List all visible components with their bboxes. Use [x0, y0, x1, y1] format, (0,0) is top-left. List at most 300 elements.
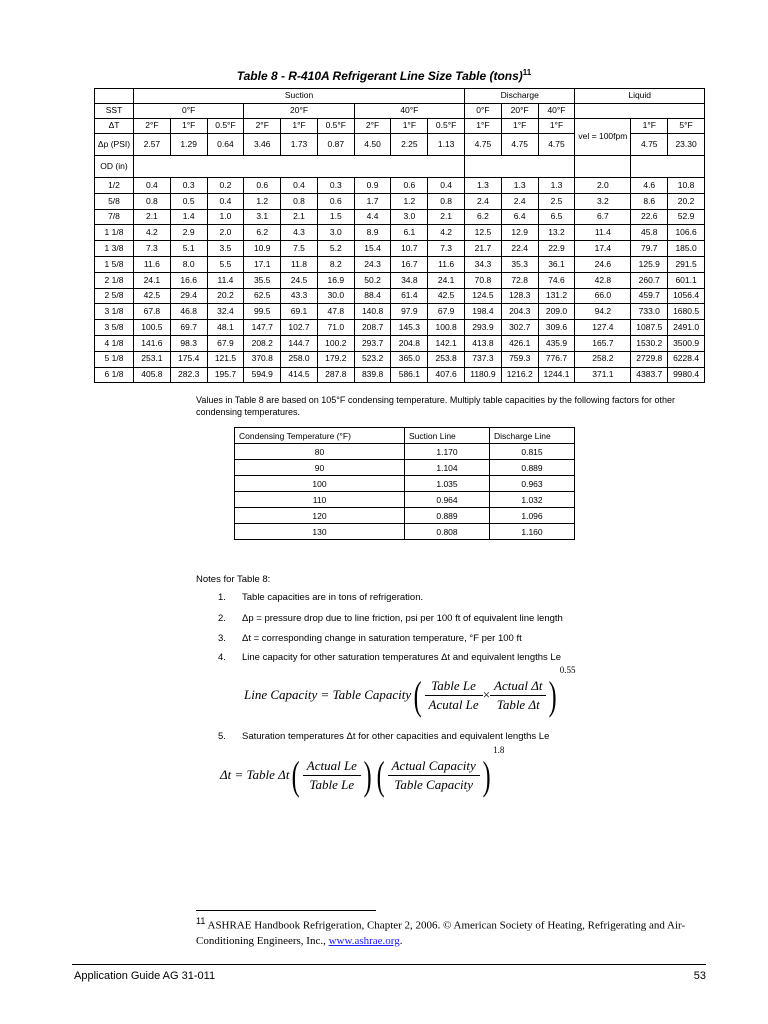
- capacity-cell: 94.2: [575, 304, 631, 320]
- capacity-cell: 8.6: [631, 193, 668, 209]
- capacity-cell: 1.3: [538, 178, 575, 194]
- capacity-cell: 22.9: [538, 241, 575, 257]
- capacity-cell: 0.4: [134, 178, 171, 194]
- capacity-cell: 13.2: [538, 225, 575, 241]
- capacity-cell: 1.3: [465, 178, 502, 194]
- dp-cell: 4.75: [538, 134, 575, 156]
- capacity-cell: 17.1: [244, 256, 281, 272]
- cond-cell: 0.808: [405, 524, 490, 540]
- blank-cell: [575, 104, 705, 119]
- capacity-cell: 407.6: [428, 367, 465, 383]
- cond-header-row: [235, 428, 575, 444]
- capacity-cell: 8.0: [170, 256, 207, 272]
- capacity-cell: 776.7: [538, 351, 575, 367]
- footnote: $^{11}$ ASHRAE Handbook Refrigeration, Chapter 2, 2006. © American Society of Heating, Refrigerating and Air-Conditioning Engineers, Inc., www.ashrae.org.: [196, 916, 686, 947]
- capacity-cell: 4.4: [354, 209, 391, 225]
- capacity-cell: 1.5: [317, 209, 354, 225]
- capacity-cell: 140.8: [354, 304, 391, 320]
- dt-cell: 1°F: [391, 119, 428, 134]
- capacity-cell: 7.3: [428, 241, 465, 257]
- capacity-cell: 293.7: [354, 335, 391, 351]
- capacity-cell: 11.4: [207, 272, 244, 288]
- capacity-cell: 70.8: [465, 272, 502, 288]
- capacity-cell: 42.5: [428, 288, 465, 304]
- capacity-cell: 7.3: [134, 241, 171, 257]
- od-size-cell: 2 5/8: [95, 288, 134, 304]
- capacity-cell: 102.7: [281, 320, 318, 336]
- dt-cell: 2°F: [244, 119, 281, 134]
- capacity-cell: 6.7: [575, 209, 631, 225]
- cond-cell: 1.035: [405, 476, 490, 492]
- capacity-cell: 97.9: [391, 304, 428, 320]
- capacity-cell: 36.1: [538, 256, 575, 272]
- capacity-cell: 3.2: [575, 193, 631, 209]
- capacity-cell: 413.8: [465, 335, 502, 351]
- note-item: [218, 633, 522, 644]
- dp-cell: 0.64: [207, 134, 244, 156]
- capacity-cell: 22.4: [501, 241, 538, 257]
- sst-cell: 20°F: [501, 104, 538, 119]
- capacity-cell: 1530.2: [631, 335, 668, 351]
- sst-cell: 40°F: [354, 104, 464, 119]
- capacity-cell: 2729.8: [631, 351, 668, 367]
- capacity-cell: 839.8: [354, 367, 391, 383]
- capacity-cell: 165.7: [575, 335, 631, 351]
- capacity-cell: 24.5: [281, 272, 318, 288]
- capacity-cell: 43.3: [281, 288, 318, 304]
- capacity-cell: 6228.4: [668, 351, 705, 367]
- capacity-cell: 5.1: [170, 241, 207, 257]
- capacity-cell: 34.8: [391, 272, 428, 288]
- capacity-cell: 141.6: [134, 335, 171, 351]
- note-item: [218, 592, 423, 603]
- capacity-cell: 195.7: [207, 367, 244, 383]
- capacity-cell: 11.6: [428, 256, 465, 272]
- capacity-cell: 0.4: [428, 178, 465, 194]
- capacity-cell: 24.6: [575, 256, 631, 272]
- capacity-cell: 601.1: [668, 272, 705, 288]
- capacity-cell: 10.8: [668, 178, 705, 194]
- dp-cell: 23.30: [668, 134, 705, 156]
- capacity-cell: 24.1: [428, 272, 465, 288]
- blank-cell: [575, 156, 631, 178]
- capacity-cell: 48.1: [207, 320, 244, 336]
- capacity-cell: 365.0: [391, 351, 428, 367]
- capacity-cell: 1.2: [391, 193, 428, 209]
- cond-cell: 100: [235, 476, 405, 492]
- capacity-cell: 0.8: [428, 193, 465, 209]
- capacity-cell: 35.5: [244, 272, 281, 288]
- capacity-cell: 586.1: [391, 367, 428, 383]
- capacity-cell: 4.2: [428, 225, 465, 241]
- capacity-cell: 459.7: [631, 288, 668, 304]
- cond-header-cell: Condensing Temperature (°F): [235, 428, 405, 444]
- cond-header-cell: Discharge Line: [490, 428, 575, 444]
- table-row: [235, 492, 575, 508]
- dp-cell: 2.25: [391, 134, 428, 156]
- dt-cell: 0.5°F: [428, 119, 465, 134]
- suction-header: Suction: [134, 89, 465, 104]
- capacity-cell: 759.3: [501, 351, 538, 367]
- capacity-cell: 6.2: [465, 209, 502, 225]
- capacity-cell: 291.5: [668, 256, 705, 272]
- table-row: [235, 524, 575, 540]
- dp-cell: 4.75: [631, 134, 668, 156]
- capacity-cell: 106.6: [668, 225, 705, 241]
- capacity-cell: 8.9: [354, 225, 391, 241]
- capacity-cell: 4383.7: [631, 367, 668, 383]
- capacity-cell: 7.5: [281, 241, 318, 257]
- capacity-cell: 253.8: [428, 351, 465, 367]
- capacity-cell: 67.8: [134, 304, 171, 320]
- cond-cell: 1.160: [490, 524, 575, 540]
- capacity-cell: 2491.0: [668, 320, 705, 336]
- dt-cell: 2°F: [134, 119, 171, 134]
- capacity-cell: 34.3: [465, 256, 502, 272]
- sst-cell: 0°F: [465, 104, 502, 119]
- cond-cell: 120: [235, 508, 405, 524]
- table-row: [95, 335, 705, 351]
- capacity-cell: 10.9: [244, 241, 281, 257]
- od-size-cell: 3 1/8: [95, 304, 134, 320]
- od-size-cell: 7/8: [95, 209, 134, 225]
- line-size-table: [94, 88, 705, 383]
- capacity-cell: 4.2: [134, 225, 171, 241]
- capacity-cell: 0.6: [317, 193, 354, 209]
- capacity-cell: 2.1: [134, 209, 171, 225]
- cond-cell: 1.096: [490, 508, 575, 524]
- dt-cell: 1°F: [170, 119, 207, 134]
- sst-label: SST: [95, 104, 134, 119]
- cond-cell: 110: [235, 492, 405, 508]
- capacity-cell: 1216.2: [501, 367, 538, 383]
- capacity-cell: 2.5: [538, 193, 575, 209]
- capacity-cell: 282.3: [170, 367, 207, 383]
- liquid-header: Liquid: [575, 89, 705, 104]
- capacity-cell: 1680.5: [668, 304, 705, 320]
- page-number: 53: [693, 970, 706, 982]
- dt-cell: 5°F: [668, 119, 705, 134]
- od-label: OD (in): [95, 156, 134, 178]
- cond-cell: 0.815: [490, 444, 575, 460]
- notes-title: Notes for Table 8:: [196, 574, 271, 585]
- note-text: Line capacity for other saturation temperatures Δt and equivalent lengths Le: [242, 652, 561, 663]
- capacity-cell: 1056.4: [668, 288, 705, 304]
- capacity-cell: 16.6: [170, 272, 207, 288]
- note-number: 3.: [218, 633, 226, 644]
- capacity-cell: 30.0: [317, 288, 354, 304]
- capacity-cell: 594.9: [244, 367, 281, 383]
- ashrae-link[interactable]: www.ashrae.org: [328, 934, 400, 947]
- capacity-cell: 11.4: [575, 225, 631, 241]
- dt-label: ΔT: [95, 119, 134, 134]
- capacity-cell: 0.9: [354, 178, 391, 194]
- od-size-cell: 1/2: [95, 178, 134, 194]
- capacity-cell: 258.0: [281, 351, 318, 367]
- capacity-cell: 258.2: [575, 351, 631, 367]
- table-row: [235, 460, 575, 476]
- cond-cell: 0.963: [490, 476, 575, 492]
- table-row: [235, 476, 575, 492]
- dp-cell: 4.75: [501, 134, 538, 156]
- capacity-cell: 100.5: [134, 320, 171, 336]
- dp-cell: 1.13: [428, 134, 465, 156]
- sst-cell: 40°F: [538, 104, 575, 119]
- dt-cell: 1°F: [538, 119, 575, 134]
- capacity-cell: 0.6: [391, 178, 428, 194]
- capacity-cell: 100.2: [317, 335, 354, 351]
- capacity-cell: 4.6: [631, 178, 668, 194]
- table-row: [95, 272, 705, 288]
- capacity-cell: 66.0: [575, 288, 631, 304]
- header-row-sst: [95, 104, 705, 119]
- cond-cell: 1.170: [405, 444, 490, 460]
- cond-cell: 130: [235, 524, 405, 540]
- capacity-cell: 435.9: [538, 335, 575, 351]
- footer-divider: [72, 964, 706, 965]
- capacity-cell: 1087.5: [631, 320, 668, 336]
- header-row-od: [95, 156, 705, 178]
- capacity-cell: 98.3: [170, 335, 207, 351]
- capacity-cell: 15.4: [354, 241, 391, 257]
- capacity-cell: 32.4: [207, 304, 244, 320]
- note-item: [218, 731, 549, 742]
- blank-cell: [465, 156, 575, 178]
- table-row: [95, 304, 705, 320]
- header-row-dt: [95, 119, 705, 134]
- dt-cell: 0.5°F: [207, 119, 244, 134]
- capacity-cell: 405.8: [134, 367, 171, 383]
- capacity-cell: 24.3: [354, 256, 391, 272]
- dt-cell: 1°F: [281, 119, 318, 134]
- capacity-cell: 5.2: [317, 241, 354, 257]
- capacity-cell: 204.8: [391, 335, 428, 351]
- capacity-cell: 208.2: [244, 335, 281, 351]
- capacity-cell: 67.9: [207, 335, 244, 351]
- cond-cell: 0.889: [490, 460, 575, 476]
- capacity-cell: 47.8: [317, 304, 354, 320]
- table-row: [95, 241, 705, 257]
- od-size-cell: 2 1/8: [95, 272, 134, 288]
- sst-cell: 0°F: [134, 104, 244, 119]
- capacity-cell: 52.9: [668, 209, 705, 225]
- od-size-cell: 1 1/8: [95, 225, 134, 241]
- capacity-cell: 10.7: [391, 241, 428, 257]
- capacity-cell: 0.8: [281, 193, 318, 209]
- capacity-cell: 2.1: [428, 209, 465, 225]
- capacity-cell: 3500.9: [668, 335, 705, 351]
- capacity-cell: 6.2: [244, 225, 281, 241]
- capacity-cell: 3.5: [207, 241, 244, 257]
- formula-delta-t: Δt = Table Δt( $\frac{\text{Actual Le}}{\text{Table Le}}$ ) ( $\frac{\text{Actual Capacity}}{\text{Table Capacity}}$ )$^{1.8}$: [220, 744, 505, 798]
- capacity-cell: 209.0: [538, 304, 575, 320]
- capacity-cell: 3.0: [391, 209, 428, 225]
- table-row: [95, 209, 705, 225]
- header-row-groups: [95, 89, 705, 104]
- capacity-cell: 45.8: [631, 225, 668, 241]
- capacity-cell: 20.2: [207, 288, 244, 304]
- capacity-cell: 145.3: [391, 320, 428, 336]
- sst-cell: 20°F: [244, 104, 354, 119]
- od-size-cell: 6 1/8: [95, 367, 134, 383]
- capacity-cell: 426.1: [501, 335, 538, 351]
- capacity-cell: 414.5: [281, 367, 318, 383]
- dt-cell: 2°F: [354, 119, 391, 134]
- capacity-cell: 0.2: [207, 178, 244, 194]
- capacity-cell: 287.8: [317, 367, 354, 383]
- capacity-cell: 198.4: [465, 304, 502, 320]
- capacity-cell: 127.4: [575, 320, 631, 336]
- capacity-cell: 69.1: [281, 304, 318, 320]
- capacity-cell: 1180.9: [465, 367, 502, 383]
- table-row: [95, 320, 705, 336]
- table-note: Values in Table 8 are based on 105°F condensing temperature. Multiply table capacities by the following factors for other condensing temperatures.: [196, 395, 676, 417]
- blank-cell: [134, 156, 465, 178]
- capacity-cell: 9980.4: [668, 367, 705, 383]
- capacity-cell: 16.9: [317, 272, 354, 288]
- note-text: Δp = pressure drop due to line friction, psi per 100 ft of equivalent line length: [242, 613, 563, 624]
- capacity-cell: 131.2: [538, 288, 575, 304]
- cond-cell: 90: [235, 460, 405, 476]
- table-row: [95, 288, 705, 304]
- capacity-cell: 71.0: [317, 320, 354, 336]
- table-row: [95, 193, 705, 209]
- od-size-cell: 3 5/8: [95, 320, 134, 336]
- dp-cell: 1.73: [281, 134, 318, 156]
- capacity-cell: 6.5: [538, 209, 575, 225]
- dp-cell: 4.75: [465, 134, 502, 156]
- table-row: [95, 256, 705, 272]
- condensing-factor-table: [234, 427, 575, 540]
- capacity-cell: 3.0: [317, 225, 354, 241]
- dt-cell: 1°F: [631, 119, 668, 134]
- capacity-cell: 0.6: [244, 178, 281, 194]
- note-number: 1.: [218, 592, 226, 603]
- capacity-cell: 125.9: [631, 256, 668, 272]
- cond-header-cell: Suction Line: [405, 428, 490, 444]
- capacity-cell: 16.7: [391, 256, 428, 272]
- cond-cell: 1.032: [490, 492, 575, 508]
- capacity-cell: 124.5: [465, 288, 502, 304]
- od-size-cell: 5/8: [95, 193, 134, 209]
- capacity-cell: 6.1: [391, 225, 428, 241]
- capacity-cell: 24.1: [134, 272, 171, 288]
- capacity-cell: 260.7: [631, 272, 668, 288]
- capacity-cell: 12.9: [501, 225, 538, 241]
- capacity-cell: 62.5: [244, 288, 281, 304]
- capacity-cell: 1.7: [354, 193, 391, 209]
- note-item: [218, 613, 563, 624]
- capacity-cell: 0.3: [170, 178, 207, 194]
- capacity-cell: 8.2: [317, 256, 354, 272]
- capacity-cell: 21.7: [465, 241, 502, 257]
- capacity-cell: 4.3: [281, 225, 318, 241]
- capacity-cell: 147.7: [244, 320, 281, 336]
- capacity-cell: 79.7: [631, 241, 668, 257]
- capacity-cell: 20.2: [668, 193, 705, 209]
- od-size-cell: 5 1/8: [95, 351, 134, 367]
- dp-label: Δp (PSI): [95, 134, 134, 156]
- dp-cell: 4.50: [354, 134, 391, 156]
- capacity-cell: 128.3: [501, 288, 538, 304]
- capacity-cell: 67.9: [428, 304, 465, 320]
- capacity-cell: 12.5: [465, 225, 502, 241]
- capacity-cell: 1.0: [207, 209, 244, 225]
- table-row: [95, 351, 705, 367]
- discharge-header: Discharge: [465, 89, 575, 104]
- dt-cell: 1°F: [501, 119, 538, 134]
- capacity-cell: 204.3: [501, 304, 538, 320]
- blank-cell: [95, 89, 134, 104]
- capacity-cell: 6.4: [501, 209, 538, 225]
- dp-cell: 3.46: [244, 134, 281, 156]
- dp-cell: 1.29: [170, 134, 207, 156]
- capacity-cell: 179.2: [317, 351, 354, 367]
- note-number: 4.: [218, 652, 226, 663]
- capacity-cell: 1.4: [170, 209, 207, 225]
- blank-cell: [631, 156, 705, 178]
- capacity-cell: 74.6: [538, 272, 575, 288]
- note-text: Saturation temperatures Δt for other capacities and equivalent lengths Le: [242, 731, 550, 742]
- od-size-cell: 1 5/8: [95, 256, 134, 272]
- table-row: [95, 367, 705, 383]
- capacity-cell: 88.4: [354, 288, 391, 304]
- capacity-cell: 0.8: [134, 193, 171, 209]
- capacity-cell: 42.5: [134, 288, 171, 304]
- capacity-cell: 523.2: [354, 351, 391, 367]
- capacity-cell: 42.8: [575, 272, 631, 288]
- capacity-cell: 733.0: [631, 304, 668, 320]
- cond-cell: 0.889: [405, 508, 490, 524]
- table-row: [95, 178, 705, 194]
- capacity-cell: 0.4: [207, 193, 244, 209]
- capacity-cell: 5.5: [207, 256, 244, 272]
- capacity-cell: 99.5: [244, 304, 281, 320]
- capacity-cell: 2.0: [575, 178, 631, 194]
- capacity-cell: 0.3: [317, 178, 354, 194]
- capacity-cell: 2.4: [465, 193, 502, 209]
- capacity-cell: 293.9: [465, 320, 502, 336]
- capacity-cell: 144.7: [281, 335, 318, 351]
- capacity-cell: 29.4: [170, 288, 207, 304]
- capacity-cell: 0.5: [170, 193, 207, 209]
- capacity-cell: 371.1: [575, 367, 631, 383]
- note-number: 2.: [218, 613, 226, 624]
- capacity-cell: 309.6: [538, 320, 575, 336]
- cond-cell: 80: [235, 444, 405, 460]
- dp-cell: 2.57: [134, 134, 171, 156]
- capacity-cell: 11.8: [281, 256, 318, 272]
- capacity-cell: 175.4: [170, 351, 207, 367]
- od-size-cell: 1 3/8: [95, 241, 134, 257]
- capacity-cell: 2.9: [170, 225, 207, 241]
- capacity-cell: 100.8: [428, 320, 465, 336]
- capacity-cell: 253.1: [134, 351, 171, 367]
- capacity-cell: 2.4: [501, 193, 538, 209]
- capacity-cell: 185.0: [668, 241, 705, 257]
- capacity-cell: 17.4: [575, 241, 631, 257]
- cond-cell: 1.104: [405, 460, 490, 476]
- capacity-cell: 2.1: [281, 209, 318, 225]
- capacity-cell: 2.0: [207, 225, 244, 241]
- formula-line-capacity: Line Capacity = Table Capacity( $\frac{\text{Table Le}}{\text{Acutal Le}}$ × $\frac{\text{Actual Δt}}{\text{Table Δt}}$ )$^{0.55}$: [244, 664, 576, 718]
- table-row: [95, 225, 705, 241]
- capacity-cell: 302.7: [501, 320, 538, 336]
- capacity-cell: 69.7: [170, 320, 207, 336]
- dt-cell: 1°F: [465, 119, 502, 134]
- table-row: [235, 444, 575, 460]
- capacity-cell: 121.5: [207, 351, 244, 367]
